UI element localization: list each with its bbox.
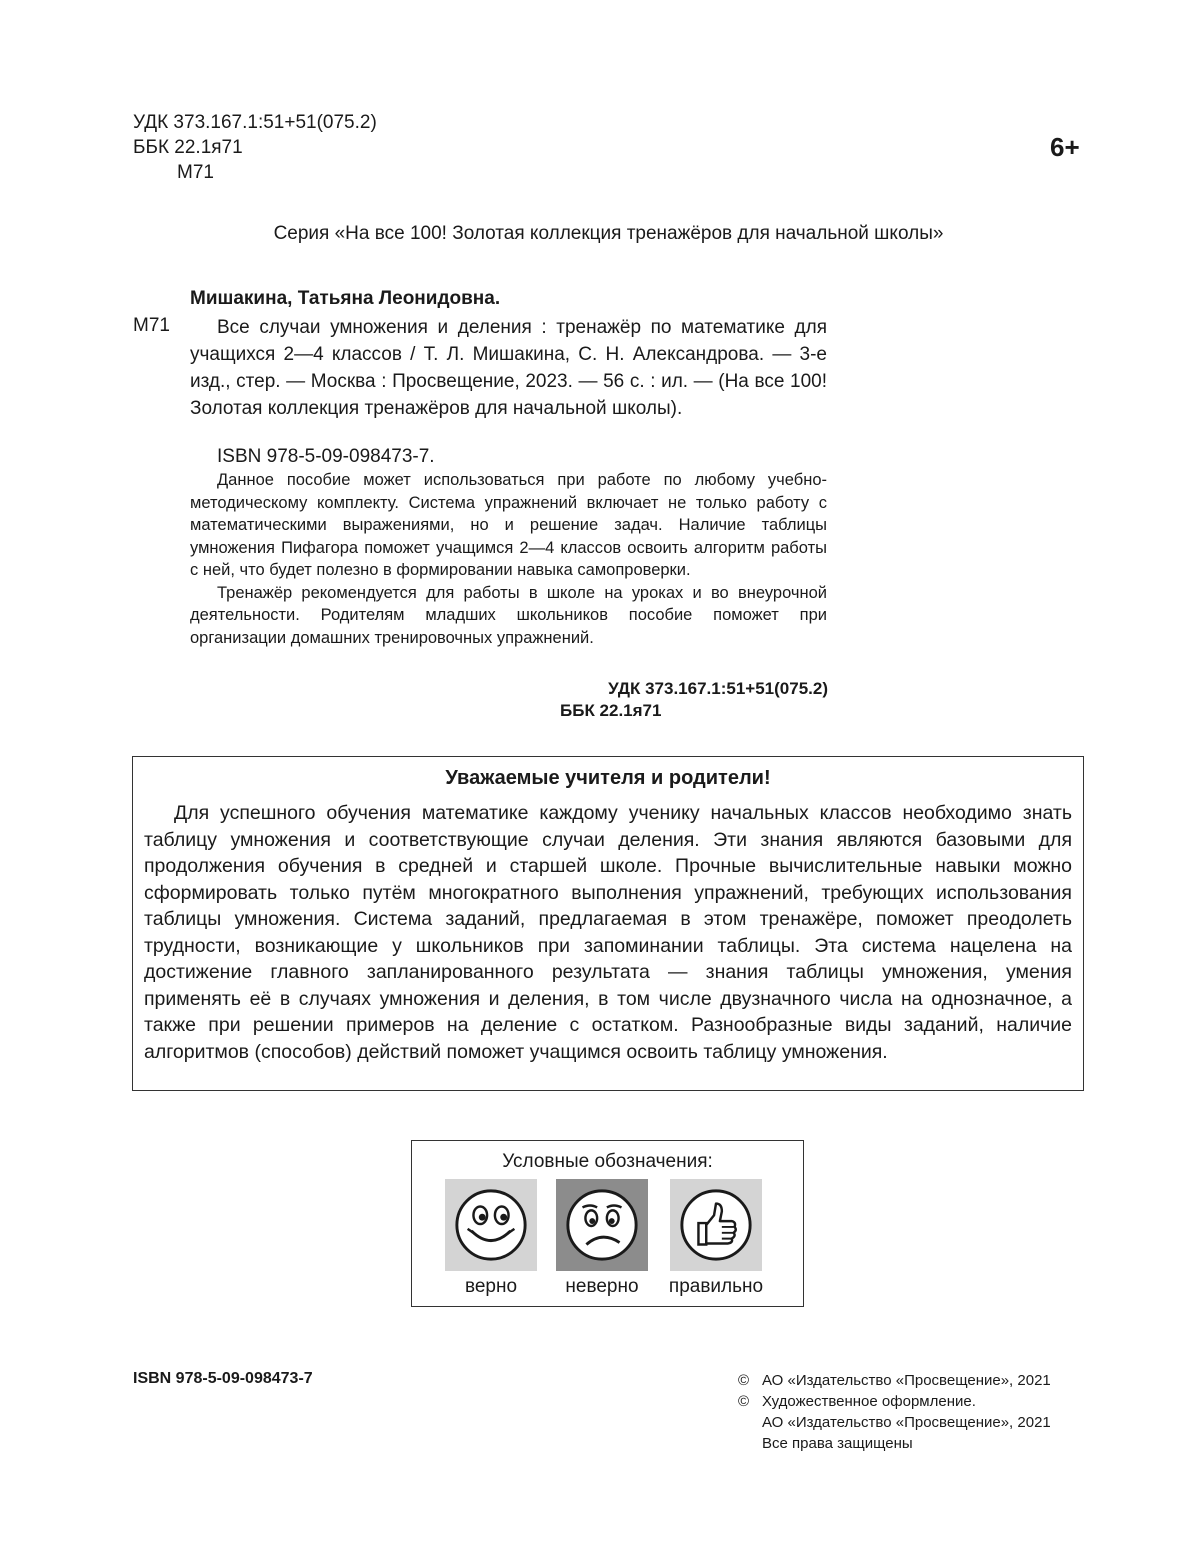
udk-code: УДК 373.167.1:51+51(075.2) bbox=[133, 112, 377, 133]
author-mark: М71 bbox=[177, 162, 214, 183]
bbk-code-bold: ББК 22.1я71 bbox=[560, 701, 662, 720]
legend-box bbox=[411, 1140, 804, 1307]
bbk-code: ББК 22.1я71 bbox=[133, 137, 243, 158]
legend-title: Условные обозначения: bbox=[502, 1151, 713, 1172]
annotation-paragraph-1: Данное пособие может использоваться при работе по любому учебно-методическому комплекту. Система упражнений включает не только работу с математическими выражениями, но и решение задач. Наличие таблицы умножения Пифагора поможет учащимся 2—4 классов освоить алгоритм работы с ней, что будет полезно в формировании навыка самопроверки. bbox=[190, 471, 827, 579]
author-name: Мишакина, Татьяна Леонидовна. bbox=[190, 288, 501, 309]
copyright-line-1: АО «Издательство «Просвещение», 2021 bbox=[762, 1372, 1051, 1389]
catalog-codes-bold bbox=[560, 678, 828, 722]
description-text: Все случаи умножения и деления : тренажёр по математике для учащихся 2—4 классов / Т. Л. Мишакина, С. Н. Александрова. — 3-е изд., стер. — Москва : Просвещение, 2023. — 56 с. : ил. — (На все 100! Золотая коллекция тренажёров для начальной школы). bbox=[190, 317, 827, 419]
legend-item-right bbox=[668, 1179, 764, 1297]
legend-label-correct: верно bbox=[464, 1276, 518, 1297]
bibliographic-description bbox=[190, 314, 827, 422]
copyright-block bbox=[738, 1370, 1051, 1454]
annotation-paragraph-2: Тренажёр рекомендуется для работы в школе на уроках и во внеурочной деятельности. Родителям младших школьников пособие поможет при организации домашних тренировочных упражнений. bbox=[190, 583, 827, 647]
smiley-sad-icon bbox=[556, 1179, 648, 1271]
copyright-line-3: АО «Издательство «Просвещение», 2021 bbox=[762, 1414, 1051, 1431]
annotation bbox=[190, 469, 827, 649]
smiley-happy-icon bbox=[445, 1179, 537, 1271]
copyright-symbol: © bbox=[738, 1372, 750, 1389]
thumbs-up-icon bbox=[670, 1179, 762, 1271]
copyright-line-4: Все права защищены bbox=[762, 1435, 913, 1452]
catalog-codes bbox=[133, 110, 377, 185]
legend-item-correct bbox=[445, 1179, 537, 1297]
copyright-line-2: Художественное оформление. bbox=[762, 1393, 976, 1410]
footer-isbn: ISBN 978-5-09-098473-7 bbox=[133, 1370, 313, 1387]
legend-label-incorrect: неверно bbox=[565, 1276, 639, 1297]
address-body bbox=[144, 800, 1072, 1065]
udk-code-bold: УДК 373.167.1:51+51(075.2) bbox=[608, 679, 828, 698]
copyright-symbol: © bbox=[738, 1393, 750, 1410]
series-title: Серия «На все 100! Золотая коллекция тренажёров для начальной школы» bbox=[273, 223, 944, 244]
address-title: Уважаемые учителя и родители! bbox=[445, 767, 771, 789]
legend-label-right: правильно bbox=[668, 1276, 764, 1297]
isbn-line: ISBN 978-5-09-098473-7. bbox=[217, 446, 435, 467]
age-rating: 6+ bbox=[1050, 132, 1080, 162]
side-author-mark: М71 bbox=[133, 315, 170, 336]
address-box bbox=[132, 756, 1084, 1091]
address-text: Для успешного обучения математике каждому ученику начальных классов необходимо знать таблицу умножения и соответствующие случаи деления. Эти знания являются базовыми для продолжения обучения в средней и старшей школе. Прочные вычислительные навыки можно сформировать только путём многократного выполнения упражнений, требующих использования таблицы умножения. Система заданий, предлагаемая в этом тренажёре, поможет преодолеть трудности, возникающие у школьников при запоминании таблицы. Эта система нацелена на достижение главного запланированного результата — знания таблицы умножения, умения применять её в случаях умножения и деления, в том числе двузначного числа на однозначное, а также при решении примеров на деление с остатком. Разнообразные виды заданий, наличие алгоритмов (способов) действий поможет учащимся освоить таблицу умножения. bbox=[144, 802, 1072, 1063]
legend-item-incorrect bbox=[556, 1179, 648, 1297]
